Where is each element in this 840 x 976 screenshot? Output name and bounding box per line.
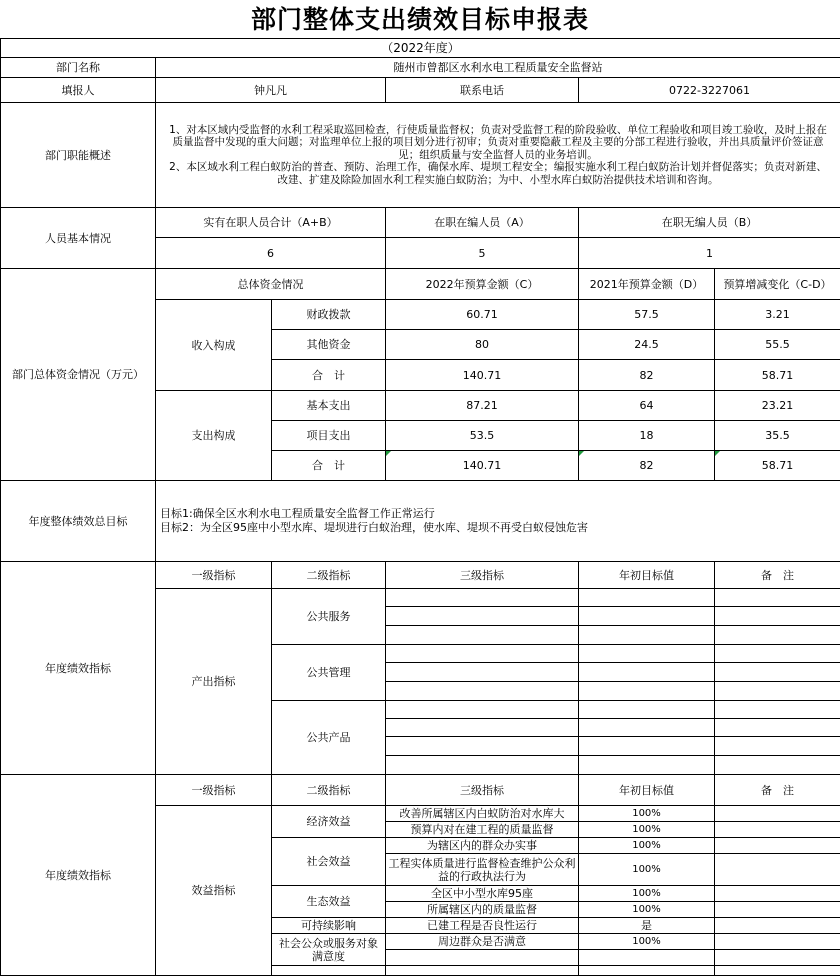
duty-line-2: 2、本区域水利工程白蚁防治的普查、预防、治理工作，确保水库、堤坝工程安全；编报实施水利工程白蚁防治计划并督促落实；负责对新建、改建、扩建及除险加固水利工程实施白蚁防治；为中、小型水库白蚁防治提供技术培训和咨询。: [158, 161, 838, 186]
perf-header-level2: 二级指标: [272, 775, 386, 806]
indicator-cell: [386, 589, 579, 607]
indicator-cell: [386, 663, 579, 682]
indicator-item: 预算内对在建工程的质量监督: [386, 822, 579, 838]
funds-header-diff: 预算增减变化（C-D）: [715, 269, 840, 300]
goal-label: 年度整体绩效总目标: [1, 481, 156, 562]
note-cell: [715, 902, 840, 918]
note-cell: [715, 806, 840, 822]
note-cell: [715, 966, 840, 976]
benefit-indicator-label: 效益指标: [156, 806, 272, 976]
indicator-target: 100%: [579, 806, 715, 822]
expense-diff: 23.21: [715, 391, 840, 421]
note-cell: [715, 719, 840, 737]
perf-header-note: 备 注: [715, 775, 840, 806]
perf-header-level1: 一级指标: [156, 562, 272, 589]
target-cell: [579, 719, 715, 737]
target-cell: [579, 607, 715, 626]
income-c: 60.71: [386, 300, 579, 330]
indicator-item: 所属辖区内的质量监督: [386, 902, 579, 918]
income-c: 80: [386, 330, 579, 360]
perf-header-level3: 三级指标: [386, 562, 579, 589]
indicator-cell: [386, 719, 579, 737]
note-cell: [715, 918, 840, 934]
output-indicator-label: 产出指标: [156, 589, 272, 775]
funds-header-overall: 总体资金情况: [156, 269, 386, 300]
expense-diff: 35.5: [715, 421, 840, 451]
phone-value: 0722-3227061: [579, 78, 840, 103]
indicator-public-product: 公共产品: [272, 701, 386, 775]
expense-total-c: 140.71: [386, 451, 579, 481]
goal-line-2: 目标2：为全区95座中小型水库、堤坝进行白蚁治理，使水库、堤坝不再受白蚁侵蚀危害: [158, 521, 838, 535]
expense-total-name: 合 计: [272, 451, 386, 481]
indicator-cell: [272, 966, 386, 976]
indicator-target: 100%: [579, 902, 715, 918]
funds-header-c: 2022年预算金额（C）: [386, 269, 579, 300]
target-cell: [579, 701, 715, 719]
funds-label: 部门总体资金情况（万元）: [1, 269, 156, 481]
indicator-cell: [386, 966, 579, 976]
expense-total-diff: 58.71: [715, 451, 840, 481]
income-diff: 3.21: [715, 300, 840, 330]
indicator-cell: [386, 737, 579, 756]
note-cell: [715, 838, 840, 854]
staff-label: 人员基本情况: [1, 208, 156, 269]
expense-label: 支出构成: [156, 391, 272, 481]
income-total-c: 140.71: [386, 360, 579, 391]
indicator-cell: [386, 682, 579, 701]
note-cell: [715, 626, 840, 645]
target-cell: [579, 966, 715, 976]
income-name: 其他资金: [272, 330, 386, 360]
income-total-d: 82: [579, 360, 715, 391]
expense-name: 基本支出: [272, 391, 386, 421]
year-label: （2022年度）: [1, 39, 840, 58]
staff-header-a: 在职在编人员（A）: [386, 208, 579, 238]
staff-total: 6: [156, 238, 386, 269]
goal-line-1: 目标1:确保全区水利水电工程质量安全监督工作正常运行: [158, 507, 838, 521]
indicator-public-service: 公共服务: [272, 589, 386, 645]
indicator-ecological: 生态效益: [272, 886, 386, 918]
target-cell: [579, 589, 715, 607]
indicator-economic: 经济效益: [272, 806, 386, 838]
target-cell: [579, 663, 715, 682]
indicator-cell: [386, 645, 579, 663]
indicator-social: 社会效益: [272, 838, 386, 886]
income-d: 24.5: [579, 330, 715, 360]
indicator-cell: [386, 626, 579, 645]
indicator-item: 已建工程是否良性运行: [386, 918, 579, 934]
perf-label: 年度绩效指标: [1, 562, 156, 775]
income-name: 财政拨款: [272, 300, 386, 330]
note-cell: [715, 756, 840, 775]
indicator-sustainability: 可持续影响: [272, 918, 386, 934]
note-cell: [715, 886, 840, 902]
perf-header-level2: 二级指标: [272, 562, 386, 589]
income-label: 收入构成: [156, 300, 272, 391]
indicator-target: 100%: [579, 886, 715, 902]
perf-header-note: 备 注: [715, 562, 840, 589]
note-cell: [715, 645, 840, 663]
indicator-item: 改善所属辖区内白蚁防治对水库大: [386, 806, 579, 822]
income-d: 57.5: [579, 300, 715, 330]
target-cell: [579, 645, 715, 663]
filler-label: 填报人: [1, 78, 156, 103]
note-cell: [715, 701, 840, 719]
perf-header-level3: 三级指标: [386, 775, 579, 806]
perf-header-target: 年初目标值: [579, 775, 715, 806]
form-title: 部门整体支出绩效目标申报表: [0, 0, 840, 38]
expense-total-d: 82: [579, 451, 715, 481]
target-cell: [579, 626, 715, 645]
note-cell: [715, 682, 840, 701]
performance-form: [0, 38, 840, 976]
duty-label: 部门职能概述: [1, 103, 156, 208]
duty-line-1: 1、对本区域内受监督的水利工程采取巡回检查，行使质量监督权；负责对受监督工程的阶段验收、单位工程验收和项目竣工验收，及时上报在质量监督中发现的重大问题；对监理单位上报的项目划分进行初审；负责对重要隐蔽工程及主要的分部工程进行验收，并出具质量评价签证意见；组织质量与安全监督人员的业务培训。: [158, 124, 838, 162]
income-diff: 55.5: [715, 330, 840, 360]
target-cell: [579, 756, 715, 775]
indicator-cell: [386, 701, 579, 719]
note-cell: [715, 737, 840, 756]
note-cell: [715, 607, 840, 626]
expense-d: 18: [579, 421, 715, 451]
duty-content: [156, 103, 840, 208]
note-cell: [715, 589, 840, 607]
note-cell: [715, 934, 840, 950]
expense-d: 64: [579, 391, 715, 421]
expense-name: 项目支出: [272, 421, 386, 451]
note-cell: [715, 822, 840, 838]
staff-header-b: 在职无编人员（B）: [579, 208, 840, 238]
indicator-item: 为辖区内的群众办实事: [386, 838, 579, 854]
indicator-satisfaction: 社会公众或服务对象满意度: [272, 934, 386, 966]
staff-b: 1: [579, 238, 840, 269]
indicator-public-management: 公共管理: [272, 645, 386, 701]
indicator-item: 工程实体质量进行监督检查维护公众利益的行政执法行为: [386, 854, 579, 886]
expense-c: 53.5: [386, 421, 579, 451]
staff-a: 5: [386, 238, 579, 269]
target-cell: [579, 737, 715, 756]
dept-name-value: 随州市曾都区水利水电工程质量安全监督站: [156, 58, 840, 78]
income-total-diff: 58.71: [715, 360, 840, 391]
perf-header-target: 年初目标值: [579, 562, 715, 589]
funds-header-d: 2021年预算金额（D）: [579, 269, 715, 300]
indicator-target: 100%: [579, 822, 715, 838]
indicator-cell: [386, 607, 579, 626]
indicator-target: 100%: [579, 934, 715, 950]
income-total-name: 合 计: [272, 360, 386, 391]
filler-value: 钟凡凡: [156, 78, 386, 103]
perf-label: 年度绩效指标: [1, 775, 156, 976]
note-cell: [715, 663, 840, 682]
target-cell: [579, 682, 715, 701]
indicator-cell: [386, 756, 579, 775]
indicator-target: 100%: [579, 854, 715, 886]
phone-label: 联系电话: [386, 78, 579, 103]
indicator-item: 周边群众是否满意: [386, 934, 579, 950]
staff-header-total: 实有在职人员合计（A+B）: [156, 208, 386, 238]
note-cell: [715, 854, 840, 886]
goal-content: [156, 481, 840, 562]
dept-name-label: 部门名称: [1, 58, 156, 78]
indicator-target: 是: [579, 918, 715, 934]
perf-header-level1: 一级指标: [156, 775, 272, 806]
indicator-item: 全区中小型水库95座: [386, 886, 579, 902]
expense-c: 87.21: [386, 391, 579, 421]
indicator-target: 100%: [579, 838, 715, 854]
